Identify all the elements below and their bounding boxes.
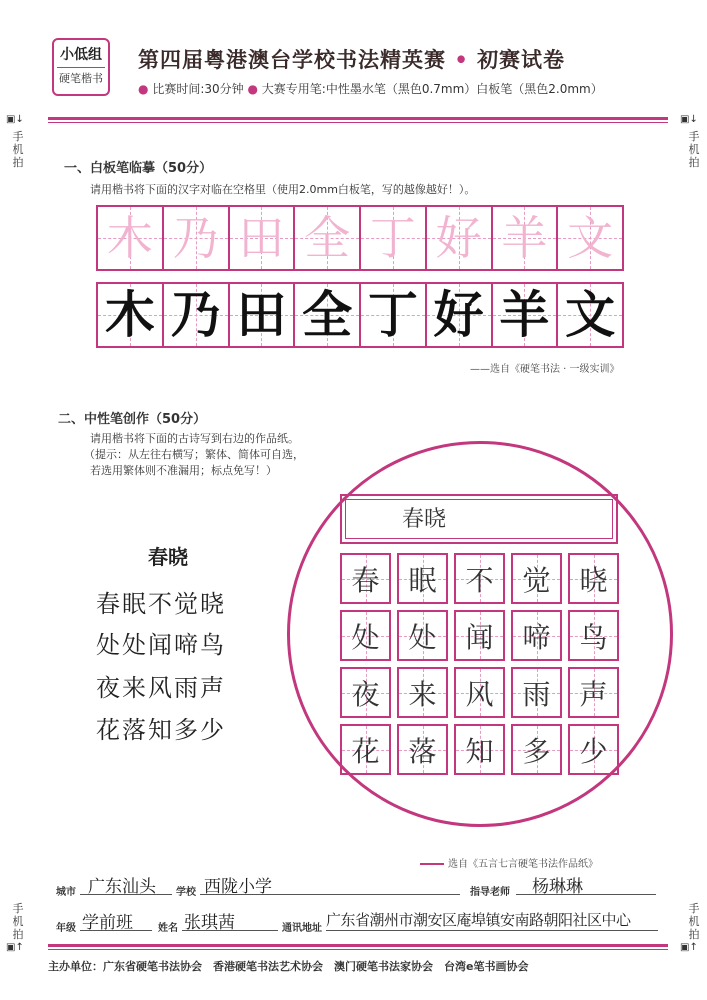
model-cell (493, 284, 559, 346)
handwritten-char: 不 (465, 563, 494, 597)
camera-icon: ▣↓ (6, 114, 24, 125)
trace-char: 文 (567, 211, 614, 265)
poem-line: 花落知多少 (96, 716, 226, 744)
section2-title: 二、中性笔创作（50分） (58, 412, 207, 427)
model-char: 田 (236, 286, 287, 344)
section1-title: 一、白板笔临摹（50分） (64, 161, 213, 176)
handwriting-cell[interactable] (454, 724, 505, 775)
city-label: 城市 (56, 887, 76, 898)
section2-desc-3: 若选用繁体则不准漏用；标点免写！） (90, 464, 277, 477)
section1-source: ——选自《硬笔书法 · 一级实训》 (470, 364, 620, 375)
organizers: 主办单位：广东省硬笔书法协会 香港硬笔书法艺术协会 澳门硬笔书法家协会 台湾e笔书画协会 (48, 960, 529, 973)
city-value: 广东汕头 (88, 877, 156, 897)
handwriting-cell[interactable] (397, 667, 448, 718)
handwriting-cell[interactable] (454, 667, 505, 718)
title-dot: • (454, 47, 469, 72)
model-char: 丁 (367, 286, 418, 344)
handwritten-char: 鸟 (579, 620, 608, 654)
name-label: 姓名 (158, 923, 178, 934)
school-value: 西陇小学 (204, 877, 272, 897)
trace-char: 羊 (501, 211, 548, 265)
handwritten-char: 闻 (465, 620, 494, 654)
camera-icon: ▣↑ (680, 942, 698, 953)
trace-char: 好 (435, 211, 482, 265)
handwriting-cell[interactable] (568, 610, 619, 661)
trace-cell[interactable] (493, 207, 559, 269)
camera-icon: ▣↑ (6, 942, 24, 953)
trace-char: 全 (304, 211, 351, 265)
handwriting-cell[interactable] (454, 553, 505, 604)
side-label-bottom-left: 手机拍 (12, 902, 24, 941)
handwriting-cell[interactable] (340, 610, 391, 661)
grade-field[interactable] (80, 908, 152, 931)
city-field[interactable] (80, 872, 172, 895)
model-char: 木 (104, 286, 155, 344)
handwritten-char: 夜 (351, 677, 380, 711)
section2-desc-2: （提示：从左往右横写；繁体、简体可自选， (84, 448, 304, 461)
section1-desc: 请用楷书将下面的汉字对临在空格里（使用2.0mm白板笔，写的越像越好！）。 (90, 183, 476, 196)
name-value: 张琪茜 (184, 913, 235, 933)
handwriting-cell[interactable] (568, 667, 619, 718)
source-dash (420, 863, 444, 865)
handwriting-cell[interactable] (511, 553, 562, 604)
handwriting-cell[interactable] (397, 610, 448, 661)
header-rule (48, 117, 668, 120)
section2-source-text: 选自《五言七言硬笔书法作品纸》 (448, 859, 598, 870)
address-field[interactable] (326, 908, 658, 931)
trace-char: 木 (106, 211, 153, 265)
address-value: 广东省潮州市潮安区庵埠镇安南路朝阳社区中心 (326, 911, 631, 929)
bullet-icon: ● (138, 82, 149, 96)
side-label-top-right: 手机拍 (688, 130, 700, 169)
handwriting-row (340, 610, 622, 661)
footer-rule-thin (48, 949, 668, 950)
poem-line: 夜来风雨声 (96, 674, 226, 702)
trace-cell[interactable] (230, 207, 296, 269)
handwritten-char: 眠 (408, 563, 437, 597)
handwriting-cell[interactable] (397, 724, 448, 775)
handwriting-row (340, 724, 622, 775)
handwritten-char: 落 (408, 734, 437, 768)
title-main: 第四届粤港澳台学校书法精英赛 (138, 47, 446, 72)
trace-cell[interactable] (558, 207, 622, 269)
model-char: 全 (302, 286, 353, 344)
handwritten-char: 知 (465, 734, 494, 768)
handwritten-char: 声 (579, 677, 608, 711)
model-cell (558, 284, 622, 346)
side-label-bottom-right: 手机拍 (688, 902, 700, 941)
handwriting-cell[interactable] (397, 553, 448, 604)
handwriting-cell[interactable] (454, 610, 505, 661)
handwritten-title: 春晓 (345, 499, 613, 539)
header-rule-thin (48, 122, 668, 123)
trace-cell[interactable] (295, 207, 361, 269)
trace-grid (96, 205, 624, 271)
model-cell (98, 284, 164, 346)
trace-cell[interactable] (427, 207, 493, 269)
handwritten-char: 来 (408, 677, 437, 711)
model-grid (96, 282, 624, 348)
handwritten-char: 处 (351, 620, 380, 654)
group-badge (52, 38, 110, 96)
handwriting-cell[interactable] (568, 553, 619, 604)
trace-char: 丁 (369, 211, 416, 265)
name-field[interactable] (182, 908, 278, 931)
bullet-icon: ● (247, 82, 258, 96)
trace-cell[interactable] (98, 207, 164, 269)
model-cell (361, 284, 427, 346)
handwriting-cell[interactable] (511, 610, 562, 661)
handwritten-char: 觉 (522, 563, 551, 597)
model-char: 好 (433, 286, 484, 344)
group-label: 小低组 (54, 43, 108, 67)
school-field[interactable] (200, 872, 460, 895)
side-label-top-left: 手机拍 (12, 130, 24, 169)
info-time: 比赛时间:30分钟 (152, 82, 244, 96)
poem-title: 春晓 (148, 545, 188, 569)
model-cell (164, 284, 230, 346)
grade-label: 年级 (56, 923, 76, 934)
trace-cell[interactable] (164, 207, 230, 269)
model-cell (427, 284, 493, 346)
footer-rule (48, 944, 668, 947)
model-char: 乃 (170, 286, 221, 344)
handwriting-cell[interactable] (511, 667, 562, 718)
handwriting-cell[interactable] (340, 724, 391, 775)
handwriting-cell[interactable] (340, 667, 391, 718)
handwriting-cell[interactable] (340, 553, 391, 604)
handwritten-title-box[interactable] (340, 494, 618, 544)
handwritten-char: 花 (351, 734, 380, 768)
handwritten-char: 少 (579, 734, 608, 768)
handwriting-cell[interactable] (568, 724, 619, 775)
exam-info (138, 80, 603, 97)
address-label: 通讯地址 (282, 923, 322, 934)
model-cell (295, 284, 361, 346)
handwriting-grid (340, 553, 622, 781)
handwritten-char: 啼 (522, 620, 551, 654)
group-sublabel: 硬笔楷书 (57, 67, 105, 90)
section2-source (420, 855, 598, 870)
title-tail: 初赛试卷 (477, 47, 566, 72)
handwritten-char: 晓 (579, 563, 608, 597)
camera-icon: ▣↓ (680, 114, 698, 125)
handwriting-cell[interactable] (511, 724, 562, 775)
handwritten-char: 春 (351, 563, 380, 597)
trace-char: 田 (238, 211, 285, 265)
teacher-label: 指导老师 (470, 887, 510, 898)
handwritten-char: 处 (408, 620, 437, 654)
teacher-value: 杨琳琳 (532, 877, 583, 897)
grade-value: 学前班 (82, 913, 133, 933)
poem-line: 处处闻啼鸟 (96, 631, 226, 659)
page-title (138, 44, 565, 74)
school-label: 学校 (176, 887, 196, 898)
handwriting-row (340, 667, 622, 718)
handwriting-row (340, 553, 622, 604)
handwritten-char: 雨 (522, 677, 551, 711)
info-pen: 大赛专用笔:中性墨水笔（黑色0.7mm）白板笔（黑色2.0mm） (261, 82, 603, 96)
model-cell (230, 284, 296, 346)
section2-desc-1: 请用楷书将下面的古诗写到右边的作品纸。 (90, 432, 299, 445)
model-char: 文 (565, 286, 616, 344)
handwritten-char: 多 (522, 734, 551, 768)
model-char: 羊 (499, 286, 550, 344)
handwritten-char: 风 (465, 677, 494, 711)
trace-cell[interactable] (361, 207, 427, 269)
teacher-field[interactable] (516, 872, 656, 895)
trace-char: 乃 (172, 211, 219, 265)
poem-line: 春眠不觉晓 (96, 590, 226, 618)
